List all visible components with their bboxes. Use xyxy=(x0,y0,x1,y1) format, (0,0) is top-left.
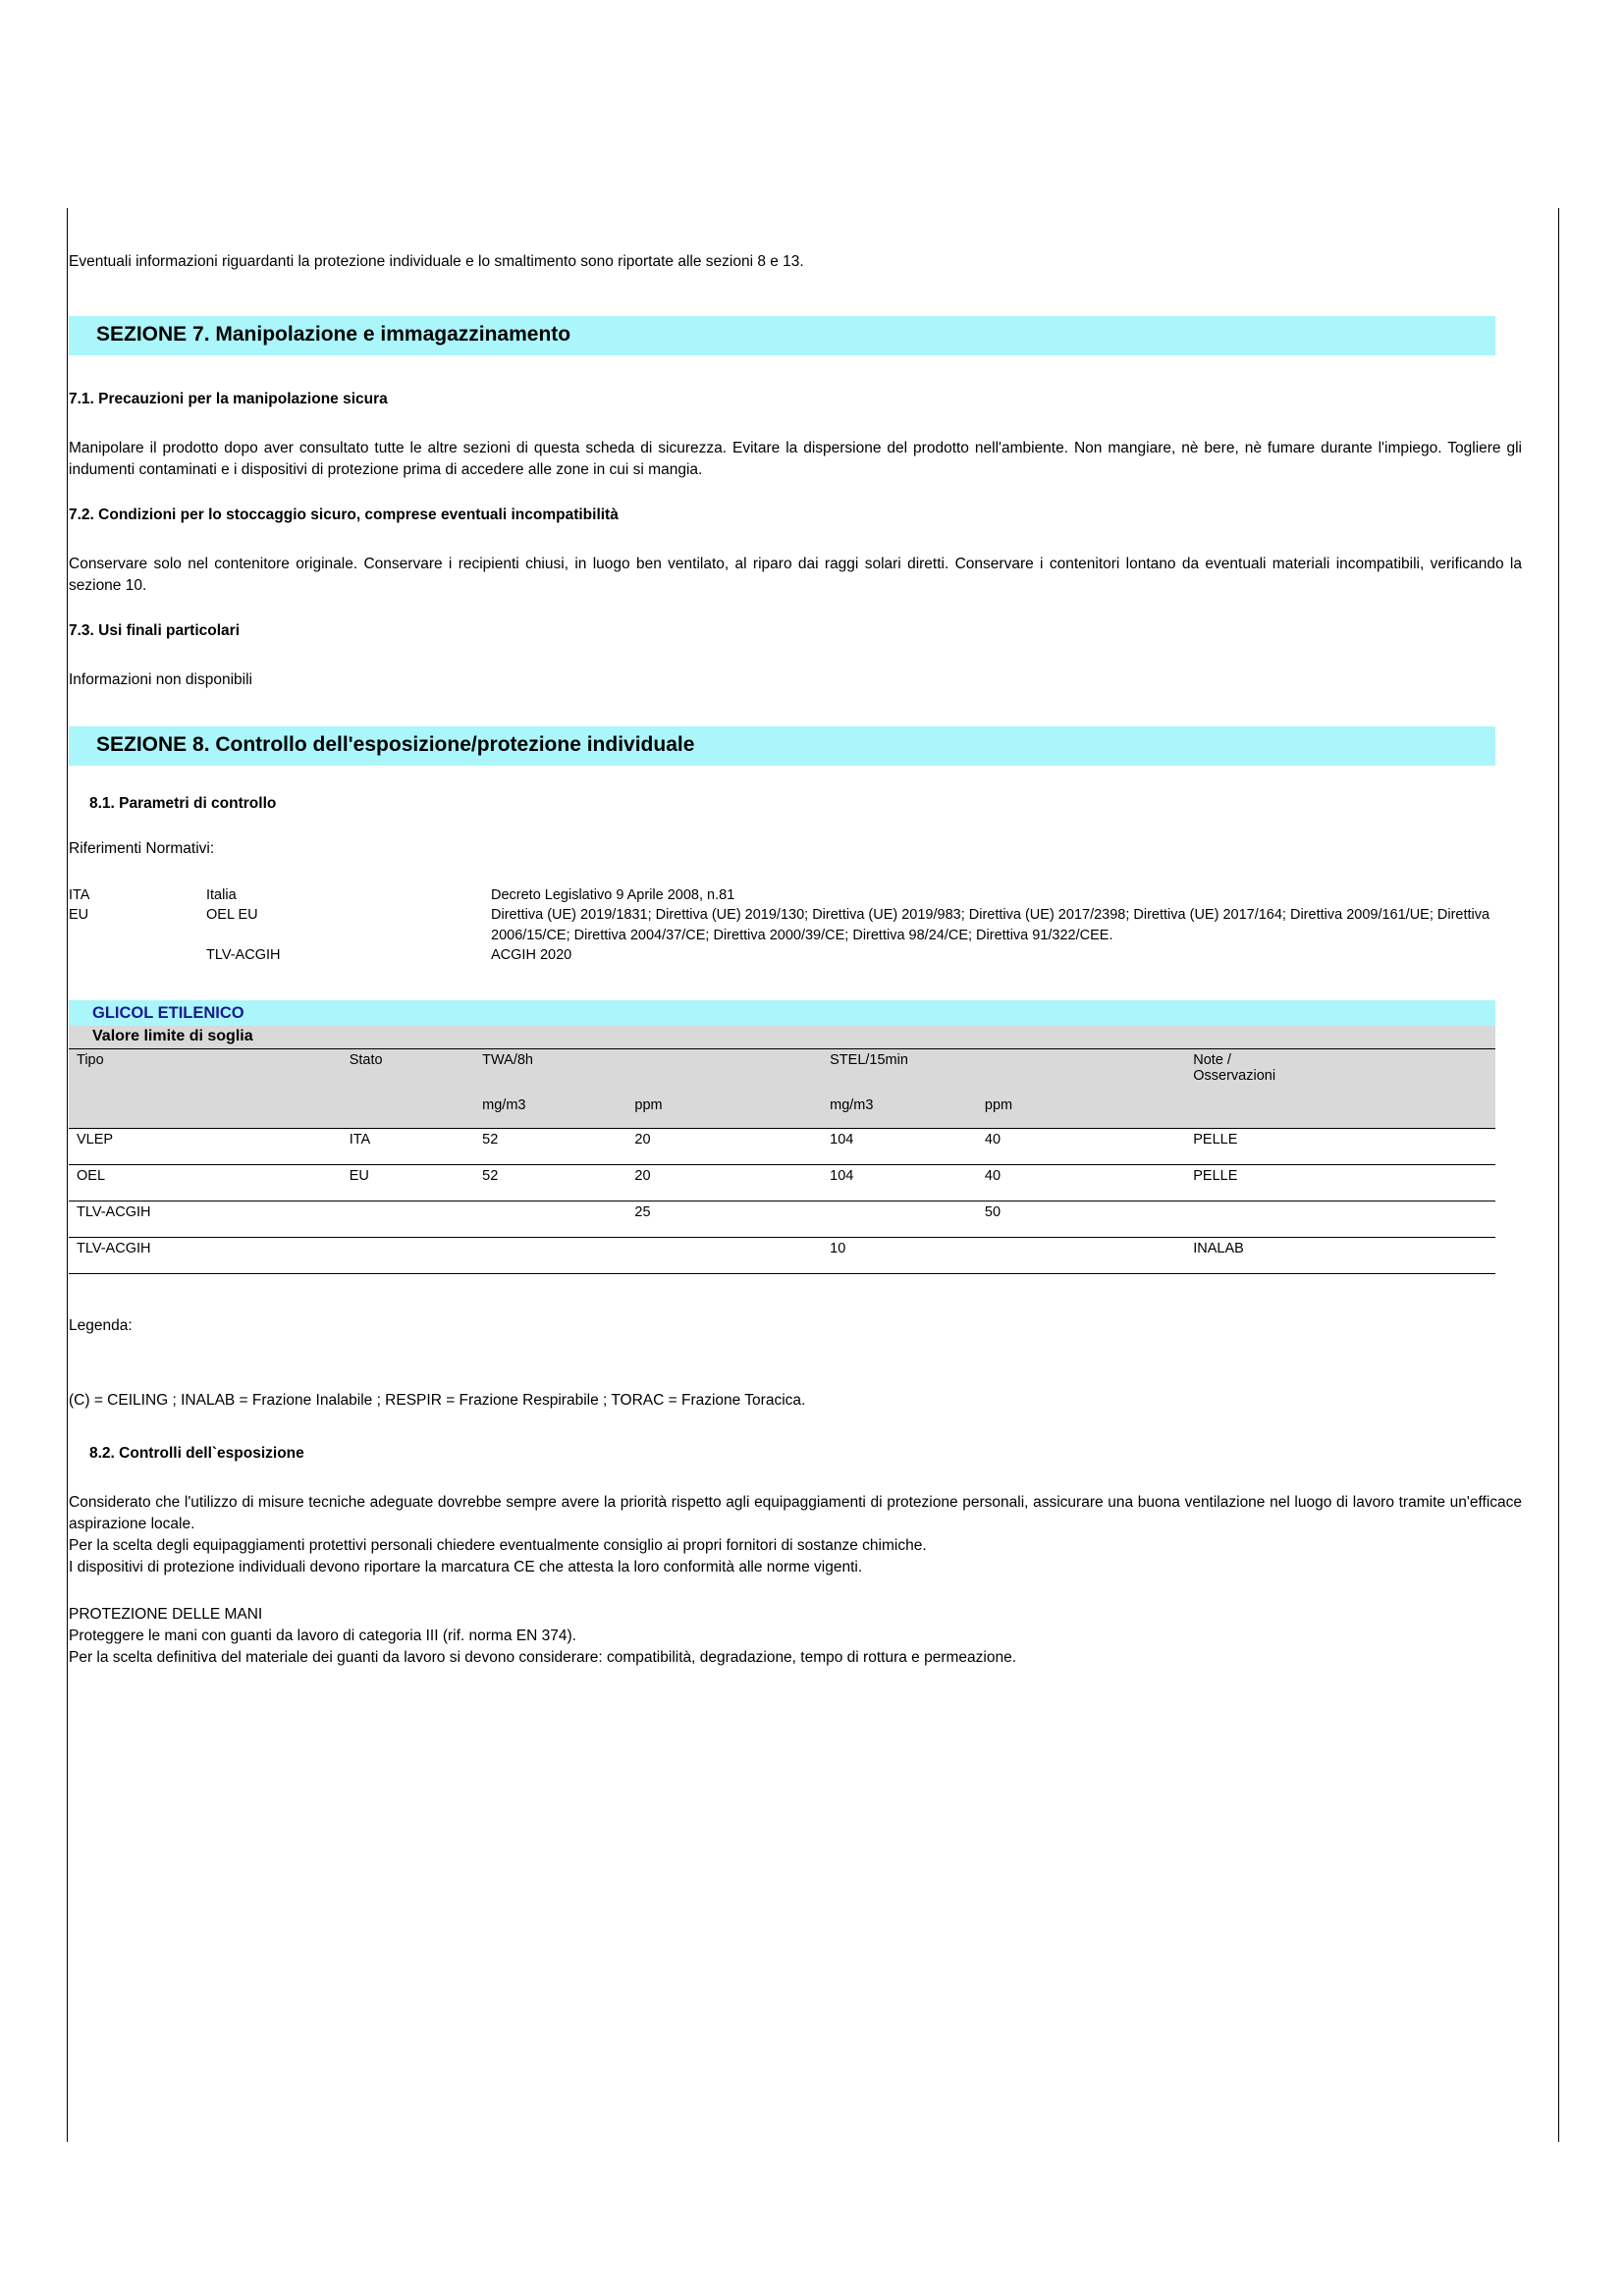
legend-label: Legenda: xyxy=(69,1317,133,1335)
cell-stel-ppm: 40 xyxy=(977,1129,1185,1165)
cell-twa-mg: 52 xyxy=(474,1129,626,1165)
cell-tipo: VLEP xyxy=(69,1129,342,1165)
cell-stel-ppm: 50 xyxy=(977,1201,1185,1238)
cell-tipo: TLV-ACGIH xyxy=(69,1238,342,1274)
section-7-header: SEZIONE 7. Manipolazione e immagazzinamento xyxy=(69,316,1495,355)
paragraph-7-1: Manipolare il prodotto dopo aver consultato tutte le altre sezioni di questa scheda di sicurezza. Evitare la dispersione del prodotto nell'ambiente. Non mangiare, nè bere, nè fumare durante l'impiego. Togliere gli indumenti contaminati e i dispositivi di protezione prima di accedere alle zone in cui si mangia. xyxy=(69,440,1522,478)
cell-tipo: OEL xyxy=(69,1165,342,1201)
cell-stato xyxy=(342,1201,474,1238)
section-8-header: SEZIONE 8. Controllo dell'esposizione/protezione individuale xyxy=(69,726,1495,766)
reference-name: Italia xyxy=(206,887,237,903)
header-twa: TWA/8h xyxy=(474,1049,626,1095)
document-page xyxy=(67,208,1559,2142)
heading-7-2: 7.2. Condizioni per lo stoccaggio sicuro, comprese eventuali incompatibilità xyxy=(69,507,619,523)
heading-8-1: 8.1. Parametri di controllo xyxy=(89,795,277,812)
cell-stato xyxy=(342,1238,474,1274)
reference-name: TLV-ACGIH xyxy=(206,946,281,963)
table-row xyxy=(69,1201,1495,1238)
header-stel: STEL/15min xyxy=(822,1049,977,1095)
heading-7-3: 7.3. Usi finali particolari xyxy=(69,622,241,639)
reference-row xyxy=(69,885,1560,905)
units-twa-mg: mg/m3 xyxy=(474,1095,626,1129)
header-twa-spacer xyxy=(626,1049,822,1095)
units-stel-mg: mg/m3 xyxy=(822,1095,977,1129)
header-note xyxy=(1185,1049,1495,1095)
cell-stato: ITA xyxy=(342,1129,474,1165)
refs-label: Riferimenti Normativi: xyxy=(69,840,215,857)
table-units-row xyxy=(69,1095,1495,1129)
units-stato xyxy=(342,1095,474,1129)
table-row xyxy=(69,1238,1495,1274)
reference-text: Direttiva (UE) 2019/1831; Direttiva (UE) 2019/130; Direttiva (UE) 2019/983; Direttiva (UE) 2017/2398; Direttiva (UE) 2017/164; Direttiva 2009/161/UE; Direttiva 2006/15/CE; Direttiva 2004/37/CE; Direttiva 2000/39/CE; Direttiva 98/24/CE; Direttiva 91/322/CEE. xyxy=(491,907,1490,943)
units-twa-ppm: ppm xyxy=(626,1095,822,1129)
cell-note: PELLE xyxy=(1185,1165,1495,1201)
reference-row xyxy=(69,945,1560,965)
paragraph-7-2: Conservare solo nel contenitore originale. Conservare i recipienti chiusi, in luogo ben ventilato, al riparo dai raggi solari diretti. Conservare i contenitori lontano da eventuali materiali incompatibili, verificando la sezione 10. xyxy=(69,556,1522,594)
cell-twa-ppm: 20 xyxy=(626,1165,822,1201)
table-row xyxy=(69,1129,1495,1165)
units-note xyxy=(1185,1095,1495,1129)
cell-note: INALAB xyxy=(1185,1238,1495,1274)
cell-twa-ppm xyxy=(626,1238,822,1274)
header-tipo: Tipo xyxy=(69,1049,342,1095)
cell-stel-mg: 104 xyxy=(822,1165,977,1201)
reference-code: EU xyxy=(69,907,89,924)
limits-table-title: Valore limite di soglia xyxy=(69,1026,1495,1049)
cell-stel-mg xyxy=(822,1201,977,1238)
cell-twa-mg xyxy=(474,1238,626,1274)
substance-name: GLICOL ETILENICO xyxy=(69,1000,1495,1026)
cell-twa-ppm: 25 xyxy=(626,1201,822,1238)
exposure-limits-table xyxy=(69,1049,1495,1274)
hands-protection-line-2: Per la scelta definitiva del materiale dei guanti da lavoro si devono considerare: compatibilità, degradazione, tempo di rottura e permeazione. xyxy=(69,1649,1016,1667)
table-row xyxy=(69,1165,1495,1201)
normative-references xyxy=(69,885,1560,965)
header-note-line1: Note / xyxy=(1193,1052,1231,1069)
header-note-line2: Osservazioni xyxy=(1193,1068,1276,1085)
cell-twa-mg xyxy=(474,1201,626,1238)
controls-paragraph-3: I dispositivi di protezione individuali devono riportare la marcatura CE che attesta la loro conformità alle norme vigenti. xyxy=(69,1559,863,1576)
hands-protection-line-1: Proteggere le mani con guanti da lavoro di categoria III (rif. norma EN 374). xyxy=(69,1628,576,1645)
legend-text: (C) = CEILING ; INALAB = Frazione Inalabile ; RESPIR = Frazione Respirabile ; TORAC = Frazione Toracica. xyxy=(69,1392,806,1410)
cell-stel-ppm xyxy=(977,1238,1185,1274)
table-header-row xyxy=(69,1049,1495,1095)
header-stato: Stato xyxy=(342,1049,474,1095)
hands-protection-title: PROTEZIONE DELLE MANI xyxy=(69,1606,263,1624)
reference-text: ACGIH 2020 xyxy=(491,946,572,963)
cell-note: PELLE xyxy=(1185,1129,1495,1165)
header-stel-spacer xyxy=(977,1049,1185,1095)
reference-name: OEL EU xyxy=(206,907,258,924)
paragraph-7-3: Informazioni non disponibili xyxy=(69,671,252,688)
cell-twa-mg: 52 xyxy=(474,1165,626,1201)
intro-note: Eventuali informazioni riguardanti la protezione individuale e lo smaltimento sono riportate alle sezioni 8 e 13. xyxy=(69,253,804,270)
cell-stel-ppm: 40 xyxy=(977,1165,1185,1201)
cell-stel-mg: 10 xyxy=(822,1238,977,1274)
cell-tipo: TLV-ACGIH xyxy=(69,1201,342,1238)
units-stel-ppm: ppm xyxy=(977,1095,1185,1129)
reference-code: ITA xyxy=(69,887,90,903)
heading-8-2: 8.2. Controlli dell`esposizione xyxy=(89,1445,304,1463)
reference-text: Decreto Legislativo 9 Aprile 2008, n.81 xyxy=(491,887,735,903)
cell-stel-mg: 104 xyxy=(822,1129,977,1165)
cell-stato: EU xyxy=(342,1165,474,1201)
controls-paragraph-1: Considerato che l'utilizzo di misure tecniche adeguate dovrebbe sempre avere la priorità rispetto agli equipaggiamenti di protezione personali, assicurare una buona ventilazione nel luogo di lavoro tramite un'efficace aspirazione locale. xyxy=(69,1494,1522,1533)
heading-7-1: 7.1. Precauzioni per la manipolazione sicura xyxy=(69,391,388,407)
cell-note xyxy=(1185,1201,1495,1238)
controls-paragraph-2: Per la scelta degli equipaggiamenti protettivi personali chiedere eventualmente consiglio ai propri fornitori di sostanze chimiche. xyxy=(69,1537,927,1555)
reference-row xyxy=(69,905,1560,945)
reference-code xyxy=(69,945,206,965)
units-tipo xyxy=(69,1095,342,1129)
page-content xyxy=(68,208,1560,1669)
cell-twa-ppm: 20 xyxy=(626,1129,822,1165)
